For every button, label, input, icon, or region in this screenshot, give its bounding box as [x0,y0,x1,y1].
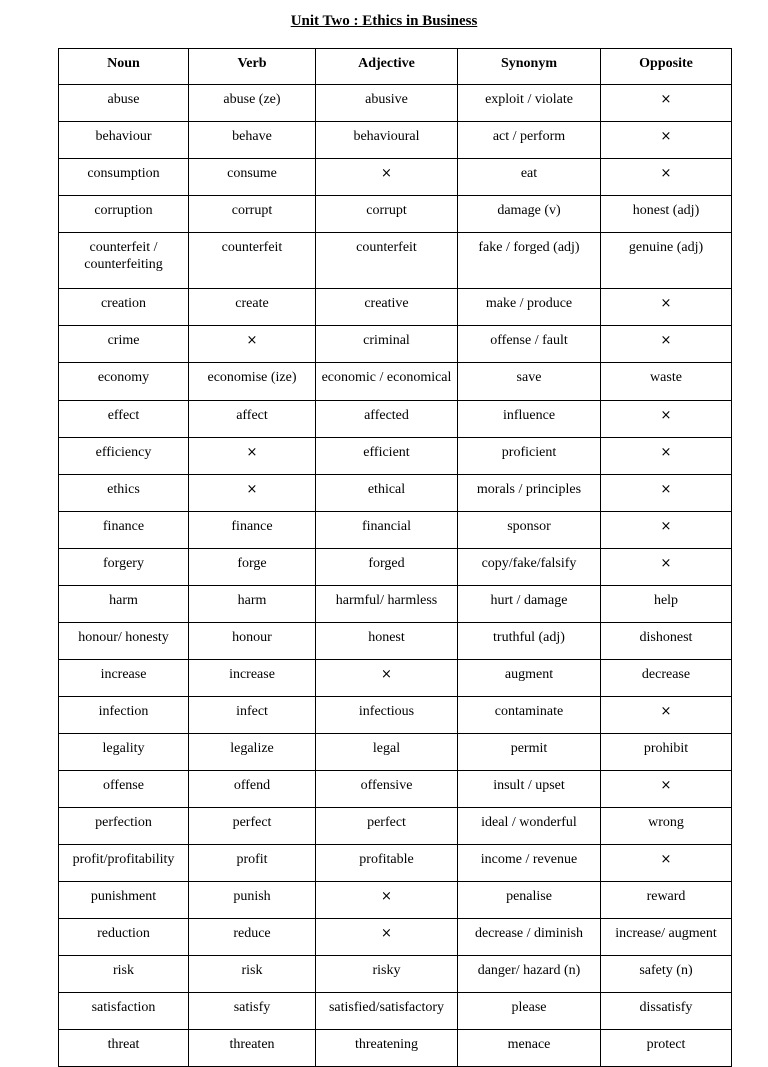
cell-opposite: wrong [601,808,732,845]
table-row [59,512,732,549]
cell-adjective: profitable [316,845,458,882]
cell-noun: effect [59,401,189,438]
cell-synonym: morals / principles [458,475,601,512]
cell-noun: offense [59,771,189,808]
cell-verb: corrupt [189,196,316,233]
cell-noun: infection [59,697,189,734]
cell-adjective: threatening [316,1030,458,1067]
header-adjective: Adjective [316,49,458,85]
cell-verb: threaten [189,1030,316,1067]
cell-synonym: insult / upset [458,771,601,808]
header-noun: Noun [59,49,189,85]
table-row [59,85,732,122]
cell-synonym: danger/ hazard (n) [458,956,601,993]
cell-opposite: help [601,586,732,623]
cell-noun: reduction [59,919,189,956]
cell-opposite: protect [601,1030,732,1067]
cell-noun: forgery [59,549,189,586]
cell-noun: punishment [59,882,189,919]
cell-verb: × [189,475,316,512]
cell-adjective: financial [316,512,458,549]
cell-opposite: increase/ augment [601,919,732,956]
cell-opposite: safety (n) [601,956,732,993]
cell-synonym: augment [458,660,601,697]
cell-noun: risk [59,956,189,993]
cell-synonym: please [458,993,601,1030]
cell-synonym: truthful (adj) [458,623,601,660]
cell-synonym: exploit / violate [458,85,601,122]
cell-verb: legalize [189,734,316,771]
cell-synonym: decrease / diminish [458,919,601,956]
table-row [59,326,732,363]
table-header-row [59,49,732,85]
table-row [59,734,732,771]
cell-noun: corruption [59,196,189,233]
cell-adjective: infectious [316,697,458,734]
cell-opposite: × [601,438,732,475]
cell-verb: forge [189,549,316,586]
cell-noun: behaviour [59,122,189,159]
cell-synonym: hurt / damage [458,586,601,623]
vocabulary-table [58,48,732,1067]
cell-noun: consumption [59,159,189,196]
cell-synonym: act / perform [458,122,601,159]
cell-adjective: risky [316,956,458,993]
cell-verb: consume [189,159,316,196]
cell-opposite: × [601,771,732,808]
cell-adjective: ethical [316,475,458,512]
cell-synonym: penalise [458,882,601,919]
header-verb: Verb [189,49,316,85]
cell-opposite: reward [601,882,732,919]
cell-noun: profit/profitability [59,845,189,882]
cell-verb: risk [189,956,316,993]
cell-noun: abuse [59,85,189,122]
table-row [59,771,732,808]
cell-opposite: prohibit [601,734,732,771]
table-row [59,159,732,196]
cell-adjective: creative [316,289,458,326]
cell-noun: increase [59,660,189,697]
cell-synonym: sponsor [458,512,601,549]
cell-verb: affect [189,401,316,438]
cell-verb: punish [189,882,316,919]
cell-verb: counterfeit [189,233,316,289]
cell-verb: behave [189,122,316,159]
cell-noun: legality [59,734,189,771]
cell-adjective: counterfeit [316,233,458,289]
cell-verb: increase [189,660,316,697]
cell-verb: reduce [189,919,316,956]
cell-synonym: contaminate [458,697,601,734]
cell-synonym: influence [458,401,601,438]
cell-opposite: × [601,697,732,734]
table-body [59,85,732,1067]
cell-opposite: dissatisfy [601,993,732,1030]
header-synonym: Synonym [458,49,601,85]
table-row [59,401,732,438]
cell-opposite: decrease [601,660,732,697]
cell-adjective: legal [316,734,458,771]
cell-adjective: × [316,882,458,919]
table-row [59,196,732,233]
cell-noun: honour/ honesty [59,623,189,660]
cell-verb: infect [189,697,316,734]
cell-noun: creation [59,289,189,326]
cell-verb: satisfy [189,993,316,1030]
table-row [59,363,732,401]
cell-verb: abuse (ze) [189,85,316,122]
cell-noun: harm [59,586,189,623]
cell-verb: create [189,289,316,326]
cell-verb: offend [189,771,316,808]
table-row [59,882,732,919]
cell-opposite: honest (adj) [601,196,732,233]
cell-synonym: eat [458,159,601,196]
cell-synonym: copy/fake/falsify [458,549,601,586]
cell-adjective: × [316,660,458,697]
cell-adjective: × [316,919,458,956]
cell-noun: counterfeit / counterfeiting [59,233,189,289]
table-row [59,122,732,159]
table-row [59,845,732,882]
cell-synonym: proficient [458,438,601,475]
cell-noun: satisfaction [59,993,189,1030]
table-row [59,956,732,993]
cell-noun: economy [59,363,189,401]
cell-opposite: × [601,845,732,882]
cell-opposite: × [601,289,732,326]
cell-verb: finance [189,512,316,549]
cell-synonym: fake / forged (adj) [458,233,601,289]
cell-verb: honour [189,623,316,660]
cell-noun: crime [59,326,189,363]
table-row [59,1030,732,1067]
cell-noun: perfection [59,808,189,845]
cell-adjective: behavioural [316,122,458,159]
table-row [59,549,732,586]
table-row [59,919,732,956]
cell-adjective: offensive [316,771,458,808]
cell-adjective: corrupt [316,196,458,233]
cell-adjective: economic / economical [316,363,458,401]
cell-adjective: criminal [316,326,458,363]
cell-adjective: forged [316,549,458,586]
cell-synonym: damage (v) [458,196,601,233]
cell-adjective: abusive [316,85,458,122]
cell-adjective: honest [316,623,458,660]
cell-verb: harm [189,586,316,623]
table-row [59,233,732,289]
cell-opposite: × [601,85,732,122]
cell-synonym: menace [458,1030,601,1067]
cell-verb: × [189,326,316,363]
cell-opposite: × [601,326,732,363]
table-row [59,586,732,623]
cell-adjective: perfect [316,808,458,845]
table-row [59,808,732,845]
cell-noun: efficiency [59,438,189,475]
page-title: Unit Two : Ethics in Business [290,13,478,29]
cell-noun: finance [59,512,189,549]
header-opposite: Opposite [601,49,732,85]
cell-noun: threat [59,1030,189,1067]
cell-adjective: satisfied/satisfactory [316,993,458,1030]
cell-opposite: × [601,159,732,196]
cell-opposite: × [601,512,732,549]
cell-opposite: dishonest [601,623,732,660]
cell-adjective: harmful/ harmless [316,586,458,623]
cell-synonym: permit [458,734,601,771]
cell-synonym: offense / fault [458,326,601,363]
table-row [59,660,732,697]
cell-verb: profit [189,845,316,882]
cell-verb: economise (ize) [189,363,316,401]
table-row [59,697,732,734]
table-row [59,623,732,660]
cell-opposite: × [601,122,732,159]
cell-synonym: save [458,363,601,401]
table-row [59,289,732,326]
cell-adjective: efficient [316,438,458,475]
table-row [59,475,732,512]
cell-synonym: ideal / wonderful [458,808,601,845]
cell-verb: perfect [189,808,316,845]
cell-opposite: × [601,475,732,512]
cell-adjective: × [316,159,458,196]
cell-opposite: genuine (adj) [601,233,732,289]
cell-adjective: affected [316,401,458,438]
cell-opposite: waste [601,363,732,401]
cell-opposite: × [601,401,732,438]
cell-opposite: × [601,549,732,586]
cell-synonym: income / revenue [458,845,601,882]
cell-noun: ethics [59,475,189,512]
table-row [59,438,732,475]
cell-verb: × [189,438,316,475]
cell-synonym: make / produce [458,289,601,326]
